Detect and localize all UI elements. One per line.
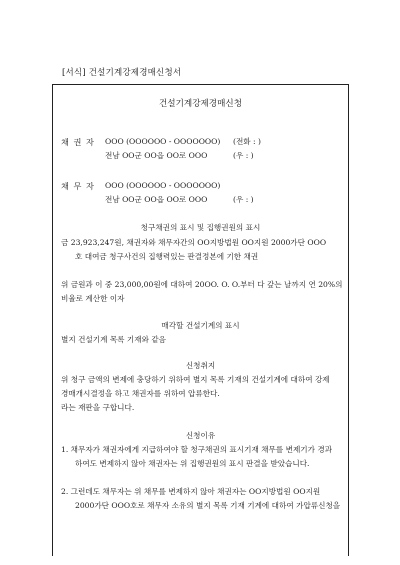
purpose-line-2: 경매개시결정을 하고 채권자를 위하여 압류한다. xyxy=(61,389,220,398)
reason-item-1-line-1: 1. 채무자가 채권자에게 지급하여야 할 청구채권의 표시기재 채무를 변제기가 경과 xyxy=(61,445,333,454)
debtor-address: 전남 OO군 OO읍 OO로 OOO xyxy=(105,195,208,204)
application-document xyxy=(52,84,349,556)
debtor-role-label: 채 무 자 xyxy=(61,181,95,191)
purpose-line-1: 위 청구 금액의 변제에 충당하기 위하여 별지 목록 기재의 건설기계에 대하여 강제 xyxy=(61,375,330,384)
creditor-address: 전남 OO군 OO읍 OO로 OOO xyxy=(105,151,208,160)
reason-item-2-line-1: 2. 그런데도 채무자는 위 채무를 변제하지 않아 채권자는 OO지방법원 OO지원 xyxy=(61,487,321,496)
purpose-line-3: 라는 재판을 구합니다. xyxy=(61,403,135,412)
reason-heading: 신청이유 xyxy=(185,431,216,440)
reason-item-1-line-2: 하여도 변제하지 않아 채권자는 위 집행권원의 표시 판결을 받았습니다. xyxy=(75,459,310,468)
claim-line-3: 위 금원과 이 중 23,000,00원에 대하여 20OO. O. O.부터 다 갚는 날까지 연 20%의 xyxy=(61,280,343,289)
reason-item-2-line-2: 2000가단 OOO호로 채무자 소유의 별지 목록 기재 기계에 대하여 가압류신청을 xyxy=(75,501,341,510)
creditor-tel: (전화 : ) xyxy=(233,137,261,146)
claim-line-4: 비율로 계산한 이자 xyxy=(61,294,125,303)
claim-line-1: 금 23,923,247원, 채권자와 채무자간의 OO지방법원 OO지원 2000가단 OOO xyxy=(61,238,327,247)
creditor-name-line: OOO (OOOOOO - OOOOOOO) xyxy=(105,137,221,146)
creditor-role-label: 채 권 자 xyxy=(61,137,95,147)
claim-line-2: 호 대여금 청구사건의 집행력있는 판결정본에 기한 채권 xyxy=(75,252,259,261)
creditor-postal: (우 : ) xyxy=(233,151,254,160)
claim-heading: 청구채권의 표시 및 집행권원의 표시 xyxy=(140,223,261,232)
machine-heading: 매각할 건설기계의 표시 xyxy=(161,321,240,330)
purpose-heading: 신청취지 xyxy=(185,361,216,370)
machine-line-1: 별지 건설기계 목록 기재와 같음 xyxy=(61,335,167,344)
form-label: [서식] 건설기계강제경매신청서 xyxy=(62,68,182,78)
debtor-name-line: OOO (OOOOOO - OOOOOOO) xyxy=(105,181,221,190)
debtor-postal: (우 : ) xyxy=(233,195,254,204)
document-title: 건설기계강제경매신청 xyxy=(158,99,243,109)
